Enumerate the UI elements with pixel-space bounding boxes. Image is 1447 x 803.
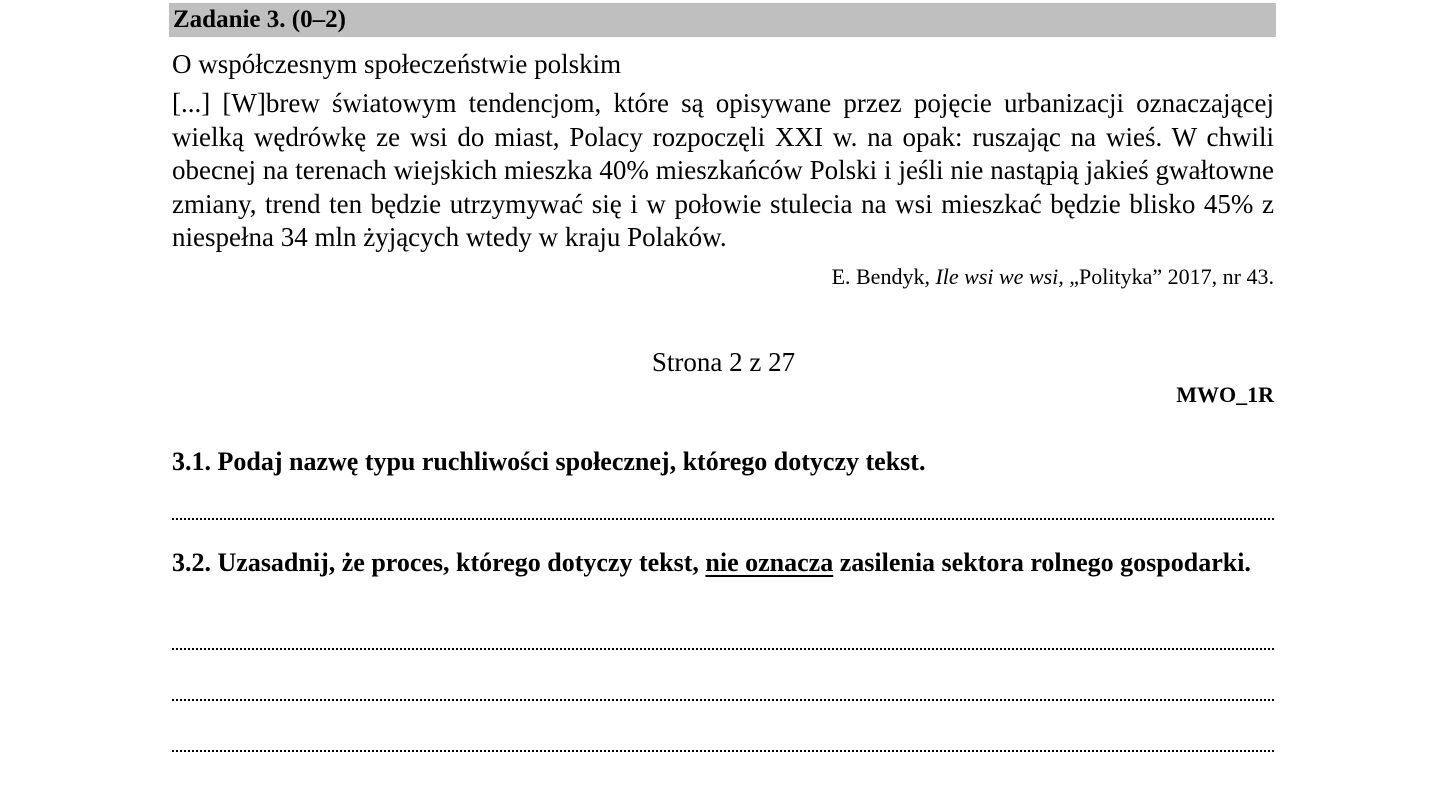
task-header: Zadanie 3. (0–2) [169, 3, 1276, 37]
question-3-2 [172, 546, 1274, 579]
answer-line-3-1[interactable] [172, 518, 1274, 520]
citation-author: E. Bendyk, [831, 264, 936, 289]
source-citation [832, 263, 1274, 291]
answer-line-3-2-3[interactable] [172, 750, 1274, 752]
question-3-1: 3.1. Podaj nazwę typu ruchliwości społecznej, którego dotyczy tekst. [172, 447, 926, 476]
citation-publication: „Polityka” 2017, nr 43. [1063, 264, 1274, 289]
exam-code: MWO_1R [1176, 382, 1274, 407]
answer-line-3-2-2[interactable] [172, 699, 1274, 701]
question-3-2-text-start: 3.2. Uzasadnij, że proces, którego dotyczy tekst, [172, 548, 706, 577]
answer-line-3-2-1[interactable] [172, 648, 1274, 650]
question-3-2-text-end: zasilenia sektora rolnego gospodarki. [833, 548, 1251, 577]
question-3-2-emphasis: nie oznacza [705, 548, 834, 577]
page-number: Strona 2 z 27 [651, 347, 796, 377]
source-text-title: O współczesnym społeczeństwie polskim [172, 49, 622, 79]
exam-code-clip [1176, 378, 1274, 407]
citation-work-title: Ile wsi we wsi, [935, 264, 1064, 289]
source-text-body: [...] [W]brew światowym tendencjom, które są opisywane przez pojęcie urbanizacji oznaczającej wielką wędrówkę ze wsi do miast, Polacy rozpoczęli XXI w. na opak: ruszając na wieś. W chwili obecnej na terenach wiejskich mieszka 40% mieszkańców Polski i jeśli nie nastąpią jakieś gwałtowne zmiany, trend ten będzie utrzymywać się i w połowie stulecia na wsi mieszkać będzie blisko 45% z niespełna 34 mln żyjących wtedy w kraju Polaków. [172, 88, 1274, 252]
